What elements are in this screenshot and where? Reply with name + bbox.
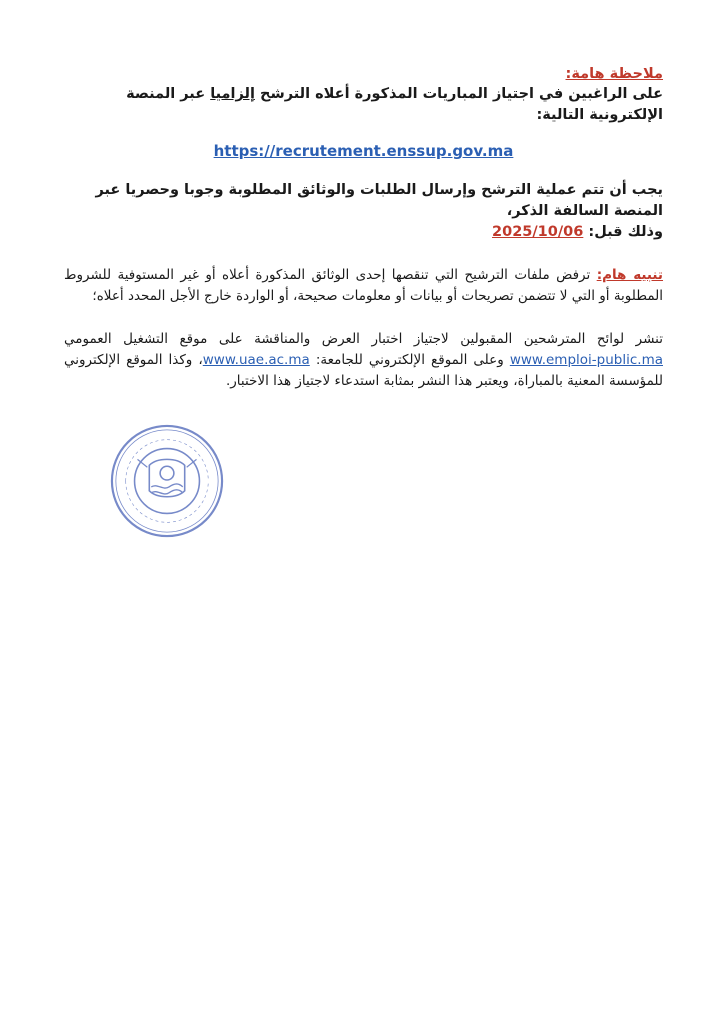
deadline-line-1: يجب أن تتم عملية الترشح وإرسال الطلبات والوثائق المطلوبة وجوبا وحصريا عبر المنصة السالفة الذكر، [95,182,663,219]
deadline-prefix: وذلك قبل: [588,224,663,240]
note-heading: ملاحظة هامة: [565,66,663,82]
publication-text-3: ، وكذا الموقع الإلكتروني للمؤسسة المعنية بالمباراة، ويعتبر هذا النشر بمثابة استدعاء لاجتياز هذا الاختبار. [64,352,663,389]
document-content [64,64,663,392]
publication-paragraph [64,329,663,392]
warning-label: تنبيه هام: [596,267,664,283]
deadline-paragraph [64,180,663,243]
deadline-line-2 [64,222,663,243]
note-line [64,84,663,126]
university-stamp-icon [108,422,226,540]
note-line-before: على الراغبين في اجتياز المباريات المذكورة أعلاه الترشح [260,86,663,102]
emploi-public-link[interactable]: www.emploi-public.ma [509,352,663,368]
warning-text: ترفض ملفات الترشيح التي تنقصها إحدى الوثائق المذكورة أعلاه أو غير المستوفية للشروط المطلوبة أو التي لا تتضمن تصريحات أو بيانات أو معلومات صحيحة، أو الواردة خارج الأجل المحدد أعلاه؛ [64,267,663,304]
note-line-after: عبر المنصة الإلكترونية التالية: [126,86,663,123]
publication-text-1: تنشر لوائح المترشحين المقبولين لاجتياز اختبار العرض والمناقشة على موقع التشغيل العمومي [64,331,663,347]
platform-url-link[interactable]: https://recrutement.enssup.gov.ma [213,142,514,160]
note-line-underlined: إلزاميا [210,86,255,102]
warning-paragraph [64,265,663,307]
publication-text-2: وعلى الموقع الإلكتروني للجامعة: [315,352,504,368]
deadline-date: 2025/10/06 [492,224,584,240]
uae-link[interactable]: www.uae.ac.ma [202,352,310,368]
